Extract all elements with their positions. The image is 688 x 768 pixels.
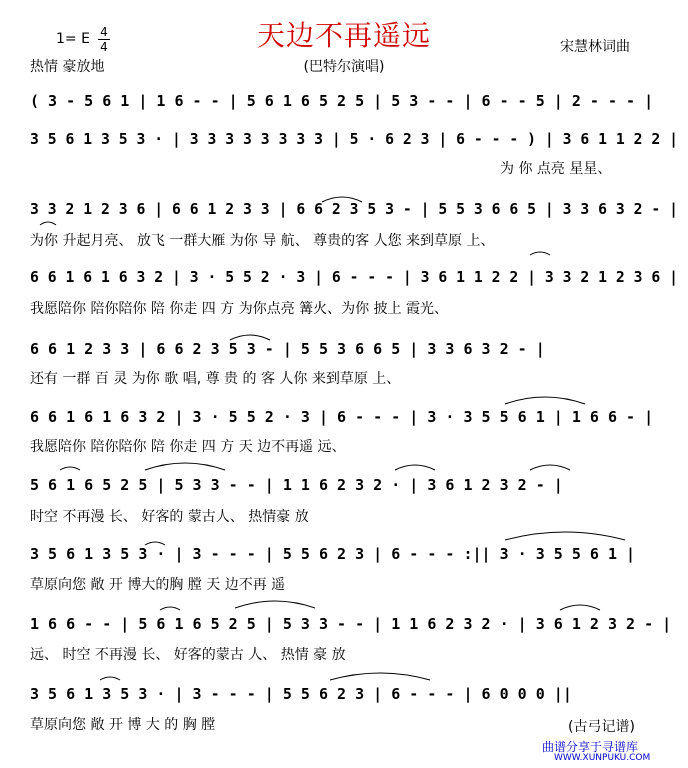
score-notes-line: ( 3 - 5 6 1 | 1 6 - - | 5 6 1 6 5 2 5 | 5 3 - - | 6 - - 5 | 2 - - - | <box>30 92 654 110</box>
song-title: 天边不再遥远 <box>256 19 431 52</box>
score-notes-line: 1 6 6 - - | 5 6 1 6 5 2 5 | 5 3 3 - - | 1 1 6 2 3 2 · | 3 6 1 2 3 2 - | <box>30 615 672 633</box>
footer-site-url: WWW.XUNPUKU.COM <box>554 753 651 763</box>
score-lyrics-line: 远、 时空 不再漫 长、 好客的蒙古 人、 热情 豪 放 <box>30 647 346 663</box>
score-lyrics-line: 我愿陪你 陪你陪你 陪 你走 四 方 为你点亮 篝火、为你 披上 霞光、 <box>30 301 449 317</box>
score-lyrics-line: 草原向您 敞 开 博大的胸 膛 天 边不再 遥 <box>30 577 286 593</box>
time-signature-bottom: 4 <box>100 40 108 54</box>
score-notes-line: 5 6 1 6 5 2 5 | 5 3 3 - - | 1 1 6 2 3 2 · | 3 6 1 2 3 2 - | <box>30 476 563 494</box>
score-lyrics-line: 为 你 点亮 星星、 <box>500 161 612 177</box>
score-notes-line: 3 5 6 1 3 5 3 · | 3 - - - | 5 5 6 2 3 | 6 - - - :|| 3 · 3 5 5 6 1 | <box>30 545 636 563</box>
score-notes-line: 3 3 2 1 2 3 6 | 6 6 1 2 3 3 | 6 6 2 3 5 3 - | 5 5 3 6 6 5 | 3 3 6 3 2 - | <box>30 200 679 218</box>
transcriber-credit: (古弓记谱) <box>568 719 635 735</box>
score-lyrics-line: 为你 升起月亮、 放飞 一群大雁 为你 导 航、 尊贵的客 人您 来到草原 上、 <box>30 233 495 249</box>
score-lyrics-line: 我愿陪你 陪你陪你 陪 你走 四 方 天 边不再遥 远、 <box>30 439 346 455</box>
footer-site-name: 曲谱分享于寻谱库 <box>542 740 639 754</box>
time-signature-top: 4 <box>100 25 108 39</box>
score-notes-line: 6 6 1 6 1 6 3 2 | 3 · 5 5 2 · 3 | 6 - - - | 3 · 3 5 5 6 1 | 1 6 6 - | <box>30 408 654 426</box>
tempo-marking: 热情 豪放地 <box>30 59 105 75</box>
score-notes-line: 3 5 6 1 3 5 3 · | 3 - - - | 5 5 6 2 3 | 6 - - - | 6 0 0 0 || <box>30 685 572 703</box>
score-lyrics-line: 时空 不再漫 长、 好客的 蒙古人、 热情豪 放 <box>30 509 309 525</box>
author-credit: 宋慧林词曲 <box>560 39 630 55</box>
score-notes-line: 3 5 6 1 3 5 3 · | 3 3 3 3 3 3 3 3 | 5 · 6 2 3 | 6 - - - ) | 3 6 1 1 2 2 | <box>30 130 679 148</box>
score-notes-line: 6 6 1 2 3 3 | 6 6 2 3 5 3 - | 5 5 3 6 6 5 | 3 3 6 3 2 - | <box>30 340 545 358</box>
key-signature: 1= E <box>56 31 90 47</box>
score-lyrics-line: 还有 一群 百 灵 为你 歌 唱, 尊 贵 的 客 人你 来到草原 上、 <box>30 371 401 387</box>
score-notes-line: 6 6 1 6 1 6 3 2 | 3 · 5 5 2 · 3 | 6 - - - | 3 6 1 1 2 2 | 3 3 2 1 2 3 6 | <box>30 268 679 286</box>
singer-credit: (巴特尔演唱) <box>303 59 385 75</box>
score-lyrics-line: 草原向您 敞 开 博 大 的 胸 膛 <box>30 717 216 733</box>
